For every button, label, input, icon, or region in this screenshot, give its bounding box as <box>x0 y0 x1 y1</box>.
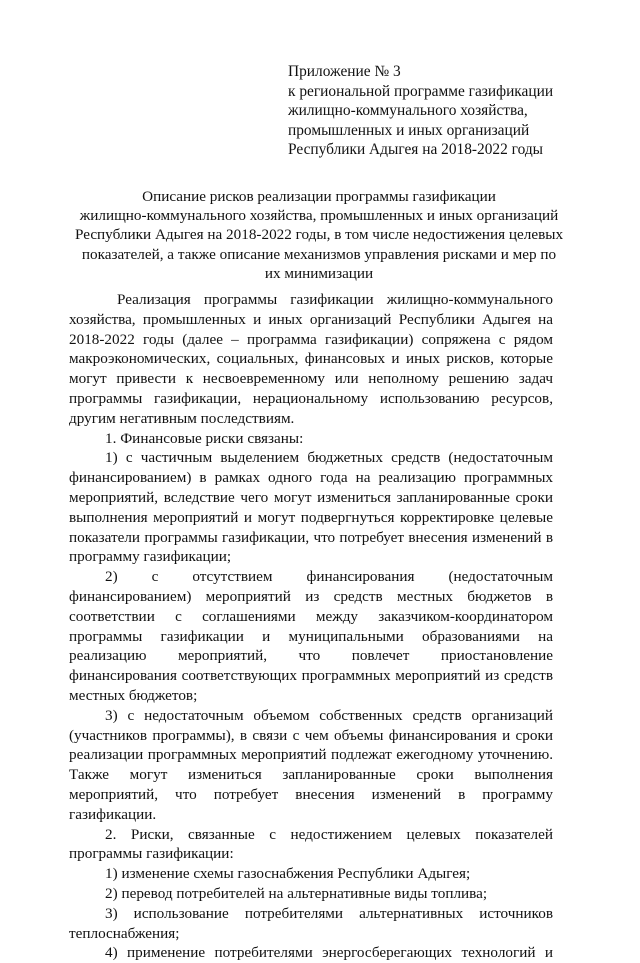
title-line: показателей, а также описание механизмов управления рисками и мер по <box>81 245 557 263</box>
title-line: Республики Адыгея на 2018-2022 годы, в том числе недостижения целевых <box>74 226 564 244</box>
title-line: их минимизации <box>264 264 374 282</box>
document-title <box>56 187 582 283</box>
appendix-line: жилищно-коммунального хозяйства, <box>288 102 528 119</box>
financial-risk-item-2: 2) с отсутствием финансирования (недостаточным финансированием) мероприятий из средств местных бюджетов в соответствии с соглашениями между заказчиком-координатором программы газификации и муниципальными образованиями на реализацию мероприятий, что повлечет приостановление финансирования соответствующих программных мероприятий из средств местных бюджетов; <box>69 568 553 704</box>
title-line: Описание рисков реализации программы газификации <box>142 188 496 205</box>
financial-risk-item-1: 1) с частичным выделением бюджетных средств (недостаточным финансированием) в рамках одного года на реализацию программных мероприятий, вследствие чего могут измениться запланированные сроки выполнения мероприятий и могут подвергнуться корректировке целевые показатели программы газификации, что потребует внесения изменений в программу газификации; <box>69 449 553 566</box>
target-risk-item-2: 2) перевод потребителей на альтернативные виды топлива; <box>105 884 488 902</box>
intro-paragraph: Реализация программы газификации жилищно-коммунального хозяйства, промышленных и иных организаций Республики Адыгея на 2018-2022 годы (далее – программа газификации) сопряжена с рядом макроэкономических, социальных, финансовых и иных рисков, которые могут привести к несвоевременному или неполному решению задач программы газификации, нерациональному использованию ресурсов, другим негативным последствиям. <box>69 291 553 427</box>
target-risk-item-4: 4) применение потребителями энергосберегающих технологий и <box>105 944 553 962</box>
appendix-number: Приложение № 3 <box>288 63 401 80</box>
appendix-line: к региональной программе газификации <box>288 82 554 100</box>
target-risk-item-1: 1) изменение схемы газоснабжения Республики Адыгея; <box>105 865 471 883</box>
appendix-line: промышленных и иных организаций <box>288 121 530 139</box>
appendix-header <box>288 62 628 160</box>
section-heading-target-risks: 2. Риски, связанные с недостижением целевых показателей программы газификации: <box>69 825 553 863</box>
appendix-line: Республики Адыгея на 2018-2022 годы <box>288 141 544 158</box>
section-heading-financial-risks: 1. Финансовые риски связаны: <box>105 429 304 447</box>
document-body <box>69 290 553 963</box>
financial-risk-item-3: 3) с недостаточным объемом собственных средств организаций (участников программы), в связи с чем объемы финансирования и сроки реализации программных мероприятий подлежат ежегодному уточнению. Также могут измениться запланированные сроки выполнения мероприятий, что потребует внесения изменений в программу газификации. <box>69 706 553 823</box>
title-line: жилищно-коммунального хозяйства, промышленных и иных организаций <box>79 207 559 225</box>
target-risk-item-3: 3) использование потребителями альтернативных источников теплоснабжения; <box>69 904 553 942</box>
